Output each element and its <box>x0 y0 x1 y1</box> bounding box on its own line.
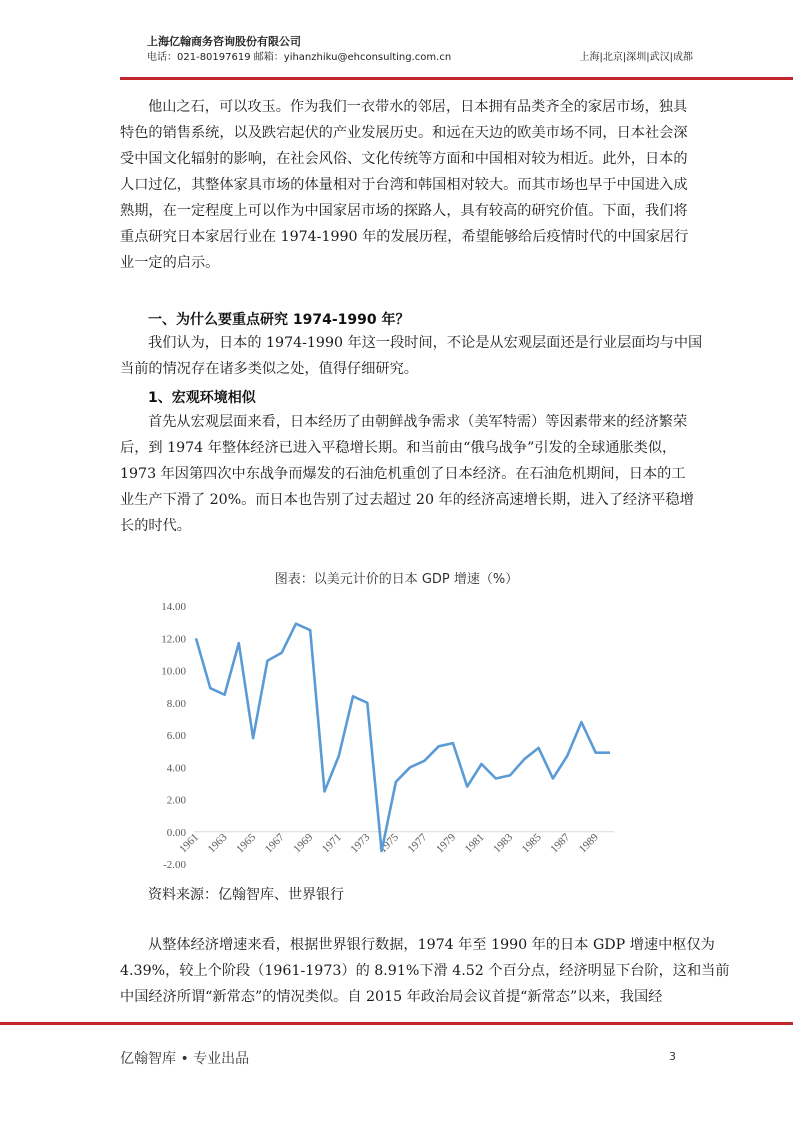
y-tick-label: 12.00 <box>161 633 186 646</box>
x-tick-label: 1961 <box>177 831 202 856</box>
y-tick-label: 2.00 <box>166 794 186 807</box>
y-tick-label: 14.00 <box>161 601 186 613</box>
y-tick-label: 0.00 <box>166 826 186 839</box>
x-tick-label: 1975 <box>376 831 401 856</box>
x-tick-label: 1969 <box>291 831 316 856</box>
intro-line: 熟期，在一定程度上可以作为中国家居市场的探路人，具有较高的研究价值。下面，我们将 <box>120 203 688 219</box>
section1-paragraph <box>120 330 703 382</box>
x-tick-label: 1981 <box>462 831 487 856</box>
gdp-series-line <box>196 624 610 851</box>
x-tick-label: 1989 <box>576 831 601 856</box>
header-company: 上海亿翰商务咨询股份有限公司 <box>147 35 301 48</box>
section1-line: 我们认为，日本的 1974-1990 年这一段时间，不论是从宏观层面还是行业层面均与中国 <box>148 335 703 351</box>
y-tick-label: -2.00 <box>163 859 186 870</box>
x-tick-label: 1987 <box>548 831 573 856</box>
footer-brand: 亿翰智库 • 专业出品 <box>120 1051 250 1067</box>
header-divider <box>120 77 793 80</box>
section1-line: 当前的情况存在诸多类似之处，值得仔细研究。 <box>120 361 418 377</box>
gdp-line: 4.39%，较上个阶段（1961-1973）的 8.91%下滑 4.52 个百分点，经济明显下台阶，这和当前 <box>120 963 730 979</box>
intro-line: 重点研究日本家居行业在 1974-1990 年的发展历程，希望能够给后疫情时代的中国家居行 <box>120 229 689 245</box>
x-tick-label: 1977 <box>405 831 430 856</box>
footer-divider <box>0 1022 793 1025</box>
section-title: 一、为什么要重点研究 1974-1990 年？ <box>148 312 410 328</box>
intro-line: 业一定的启示。 <box>120 255 220 271</box>
intro-line: 他山之石，可以攻玉。作为我们一衣带水的邻居，日本拥有品类齐全的家居市场，独具 <box>148 99 688 115</box>
x-tick-label: 1979 <box>434 831 459 856</box>
header-contact: 电话：021-80197619 邮箱：yihanzhiku@ehconsulting.com.cn <box>147 52 452 63</box>
chart-source: 资料来源：亿翰智库、世界银行 <box>148 887 344 903</box>
chart-title: 图表：以美元计价的日本 GDP 增速（%） <box>274 572 519 587</box>
macro-line: 首先从宏观层面来看，日本经历了由朝鲜战争需求（美军特需）等因素带来的经济繁荣 <box>148 414 688 430</box>
macro-line: 长的时代。 <box>120 518 191 534</box>
page-number: 3 <box>669 1050 676 1063</box>
intro-line: 特色的销售系统，以及跌宕起伏的产业发展历史。和远在天边的欧美市场不同，日本社会深 <box>120 125 688 141</box>
x-tick-label: 1963 <box>205 831 230 856</box>
x-tick-label: 1983 <box>491 831 516 856</box>
x-tick-label: 1971 <box>319 831 344 856</box>
gdp-line-chart <box>120 590 640 870</box>
gdp-paragraph <box>120 932 730 1010</box>
macro-line: 1973 年因第四次中东战争而爆发的石油危机重创了日本经济。在石油危机期间，日本的工 <box>120 466 686 482</box>
gdp-line: 中国经济所谓“新常态”的情况类似。自 2015 年政治局会议首提“新常态”以来，我国经 <box>120 989 663 1005</box>
y-tick-label: 4.00 <box>166 762 186 775</box>
y-tick-label: 10.00 <box>161 665 186 678</box>
macro-line: 业生产下滑了 20%。而日本也告别了过去超过 20 年的经济高速增长期，进入了经济平稳增 <box>120 492 694 508</box>
intro-paragraph <box>120 94 689 276</box>
subsection-title: 1、宏观环境相似 <box>148 390 256 406</box>
x-tick-label: 1985 <box>519 831 544 856</box>
macro-paragraph <box>120 409 694 539</box>
x-tick-label: 1973 <box>348 831 373 856</box>
gdp-line: 从整体经济增速来看，根据世界银行数据，1974 年至 1990 年的日本 GDP 增速中枢仅为 <box>148 937 715 953</box>
intro-line: 受中国文化辐射的影响，在社会风俗、文化传统等方面和中国相对较为相近。此外，日本的 <box>120 151 688 167</box>
x-tick-label: 1967 <box>262 831 287 856</box>
header-cities: 上海|北京|深圳|武汉|成都 <box>579 52 693 63</box>
intro-line: 人口过亿，其整体家具市场的体量相对于台湾和韩国相对较大。而其市场也早于中国进入成 <box>120 177 688 193</box>
y-tick-label: 6.00 <box>166 730 186 742</box>
x-tick-label: 1965 <box>234 831 259 856</box>
macro-line: 后，到 1974 年整体经济已进入平稳增长期。和当前由“俄乌战争”引发的全球通胀类似， <box>120 440 677 456</box>
y-tick-label: 8.00 <box>166 697 186 710</box>
